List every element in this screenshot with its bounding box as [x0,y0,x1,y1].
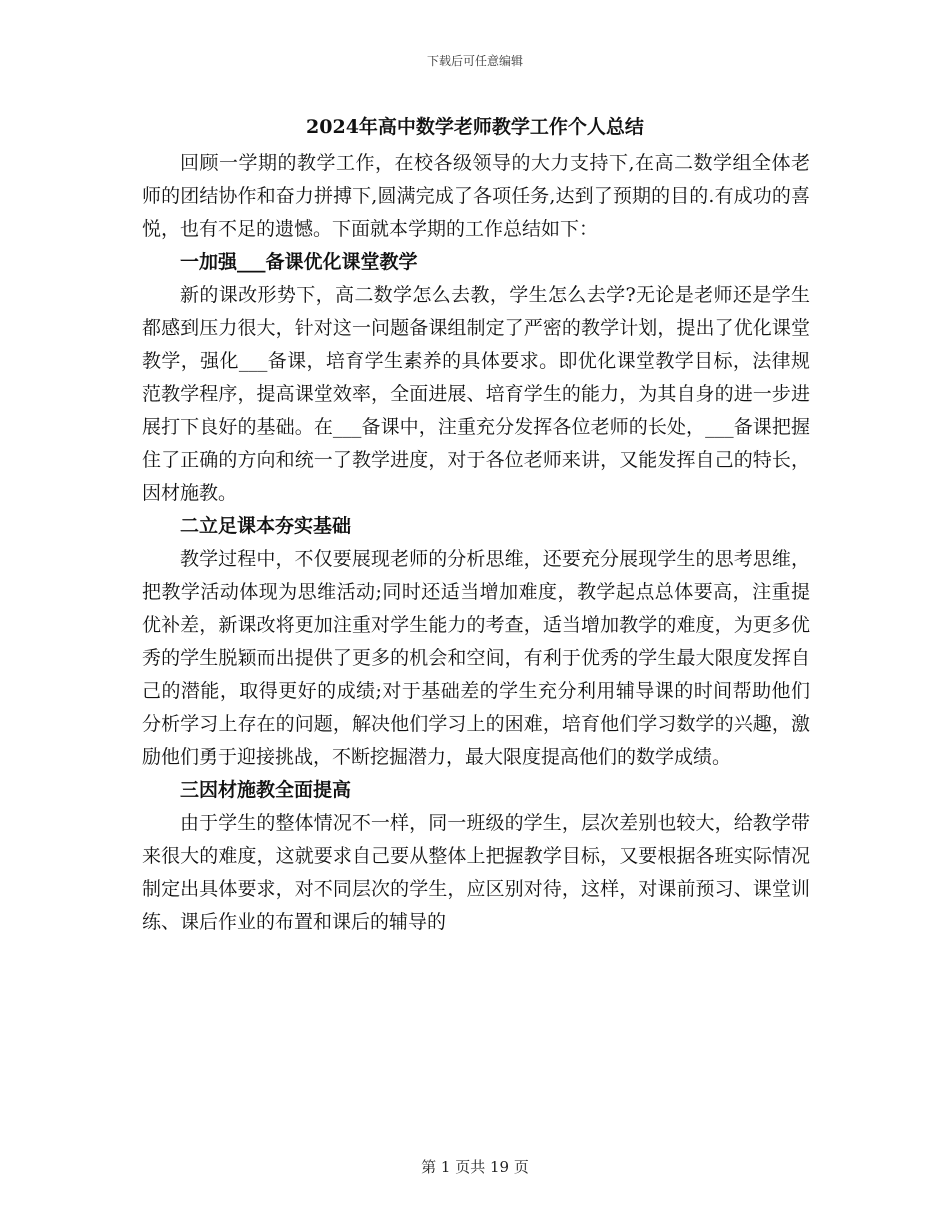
intro-paragraph: 回顾一学期的教学工作，在校各级领导的大力支持下,在高二数学组全体老师的团结协作和奋力拼搏下,圆满完成了各项任务,达到了预期的目的.有成功的喜悦，也有不足的遗憾。下面就本学期的工作总结如下： [142,152,810,240]
section-paragraph-3: 由于学生的整体情况不一样，同一班级的学生，层次差别也较大，给教学带来很大的难度，这就要求自己要从整体上把握教学目标，又要根据各班实际情况制定出具体要求，对不同层次的学生，应区别对待，这样，对课前预习、课堂训练、课后作业的布置和课后的辅导的 [142,812,810,933]
document-title: 2024年高中数学老师教学工作个人总结 [306,116,644,138]
header-note: 下载后可任意编辑 [426,54,523,68]
section-heading-3: 三因材施教全面提高 [180,779,352,801]
section-heading-2: 二立足课本夯实基础 [180,515,352,537]
section-heading-1: 一加强___备课优化课堂教学 [180,251,418,273]
page-number-footer: 第 1 页共 19 页 [421,1158,529,1176]
section-paragraph-1: 新的课改形势下，高二数学怎么去教，学生怎么去学?无论是老师还是学生都感到压力很大，针对这一问题备课组制定了严密的教学计划，提出了优化课堂教学，强化___备课，培育学生素养的具体要求。即优化课堂教学目标，法律规范教学程序，提高课堂效率，全面进展、培育学生的能力，为其自身的进一步进展打下良好的基础。在___备课中，注重充分发挥各位老师的长处，___备课把握住了正确的方向和统一了教学进度，对于各位老师来讲，又能发挥自己的特长，因材施教。 [142,284,810,504]
document-body [142,147,810,939]
section-paragraph-2: 教学过程中，不仅要展现老师的分析思维，还要充分展现学生的思考思维，把教学活动体现为思维活动;同时还适当增加难度，教学起点总体要高，注重提优补差，新课改将更加注重对学生能力的考查，适当增加教学的难度，为更多优秀的学生脱颖而出提供了更多的机会和空间，有利于优秀的学生最大限度发挥自己的潜能，取得更好的成绩;对于基础差的学生充分利用辅导课的时间帮助他们分析学习上存在的问题，解决他们学习上的困难，培育他们学习数学的兴趣，激励他们勇于迎接挑战，不断挖掘潜力，最大限度提高他们的数学成绩。 [142,548,810,768]
